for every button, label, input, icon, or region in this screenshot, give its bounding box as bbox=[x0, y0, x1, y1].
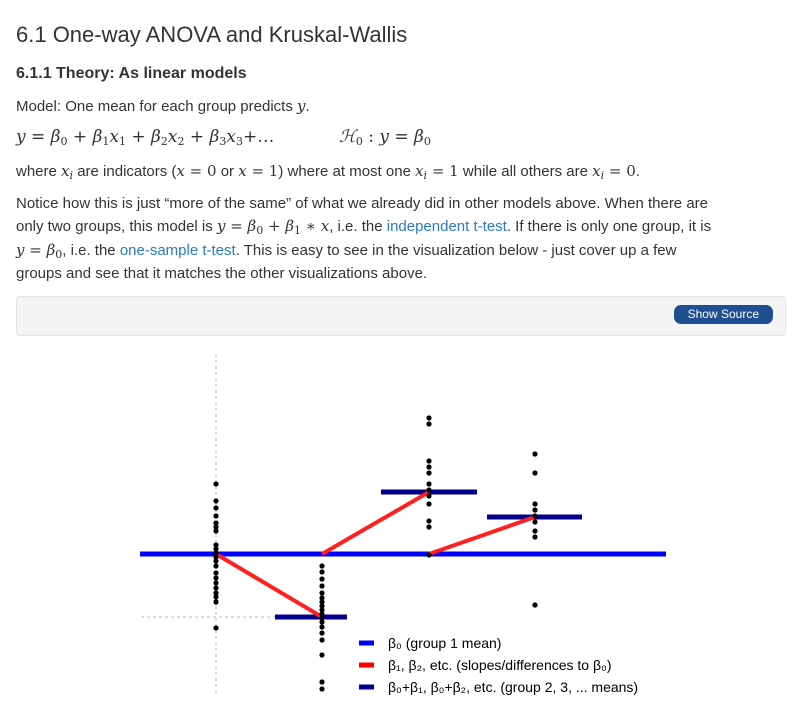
group4-points bbox=[532, 451, 537, 607]
legend-label-beta0: β₀ (group 1 mean) bbox=[388, 635, 502, 651]
beta2-slope bbox=[322, 492, 429, 554]
section-title: 6.1 One-way ANOVA and Kruskal-Wallis bbox=[16, 22, 408, 47]
legend-label-slopes: β₁, β₂, etc. (slopes/differences to β₀) bbox=[388, 657, 612, 673]
legend-label-group-means: β₀+β₁, β₀+β₂, etc. (group 2, 3, ... means) bbox=[388, 679, 639, 695]
anova-visualization bbox=[16, 340, 786, 702]
paragraph-line-4: groups and see that it matches the other visualizations above. bbox=[16, 265, 428, 282]
paragraph-line-1: Notice how this is just “more of the same” of what we already did in other models above. When there are bbox=[16, 195, 708, 212]
paragraph-line-2: only two groups, this model is $y = \beta_0 + \beta_1$ ∗ x, i.e. the independent t-test. If there is only one group, it is bbox=[16, 217, 712, 237]
model-variable: y bbox=[297, 97, 306, 115]
source-code-bar bbox=[16, 296, 786, 336]
model-sentence-end: . bbox=[305, 98, 310, 115]
legend bbox=[359, 635, 638, 695]
one-sample-t-test-link[interactable]: one-sample t-test bbox=[119, 242, 236, 259]
beta1-slope bbox=[216, 554, 322, 617]
group2-points bbox=[319, 563, 324, 691]
indicator-sentence: where $x_i$ are indicators (x = 0 or x = 1) where at most one $x_i = 1$ while all others are $x_i = 0$. bbox=[16, 162, 640, 182]
model-sentence-text: Model: One mean for each group predicts bbox=[16, 98, 297, 115]
group3-points bbox=[426, 415, 431, 557]
null-hypothesis-equation: ℋ$_0$ : $y = \beta_0$ bbox=[339, 127, 431, 148]
paragraph-line-3: $y = \beta_0$, i.e. the one-sample t-test. This is easy to see in the visualization below - just cover up a few bbox=[16, 241, 677, 261]
subsection-title: 6.1.1 Theory: As linear models bbox=[16, 65, 247, 82]
model-sentence bbox=[16, 95, 310, 118]
independent-t-test-link[interactable]: independent t-test bbox=[386, 218, 507, 235]
show-source-button[interactable]: Show Source bbox=[674, 305, 773, 324]
beta3-slope bbox=[429, 517, 535, 554]
model-equation: $y = \beta_0 + \beta_1x_1 + \beta_2x_2$ + $\beta_3x_3+\dots$ bbox=[16, 127, 275, 148]
